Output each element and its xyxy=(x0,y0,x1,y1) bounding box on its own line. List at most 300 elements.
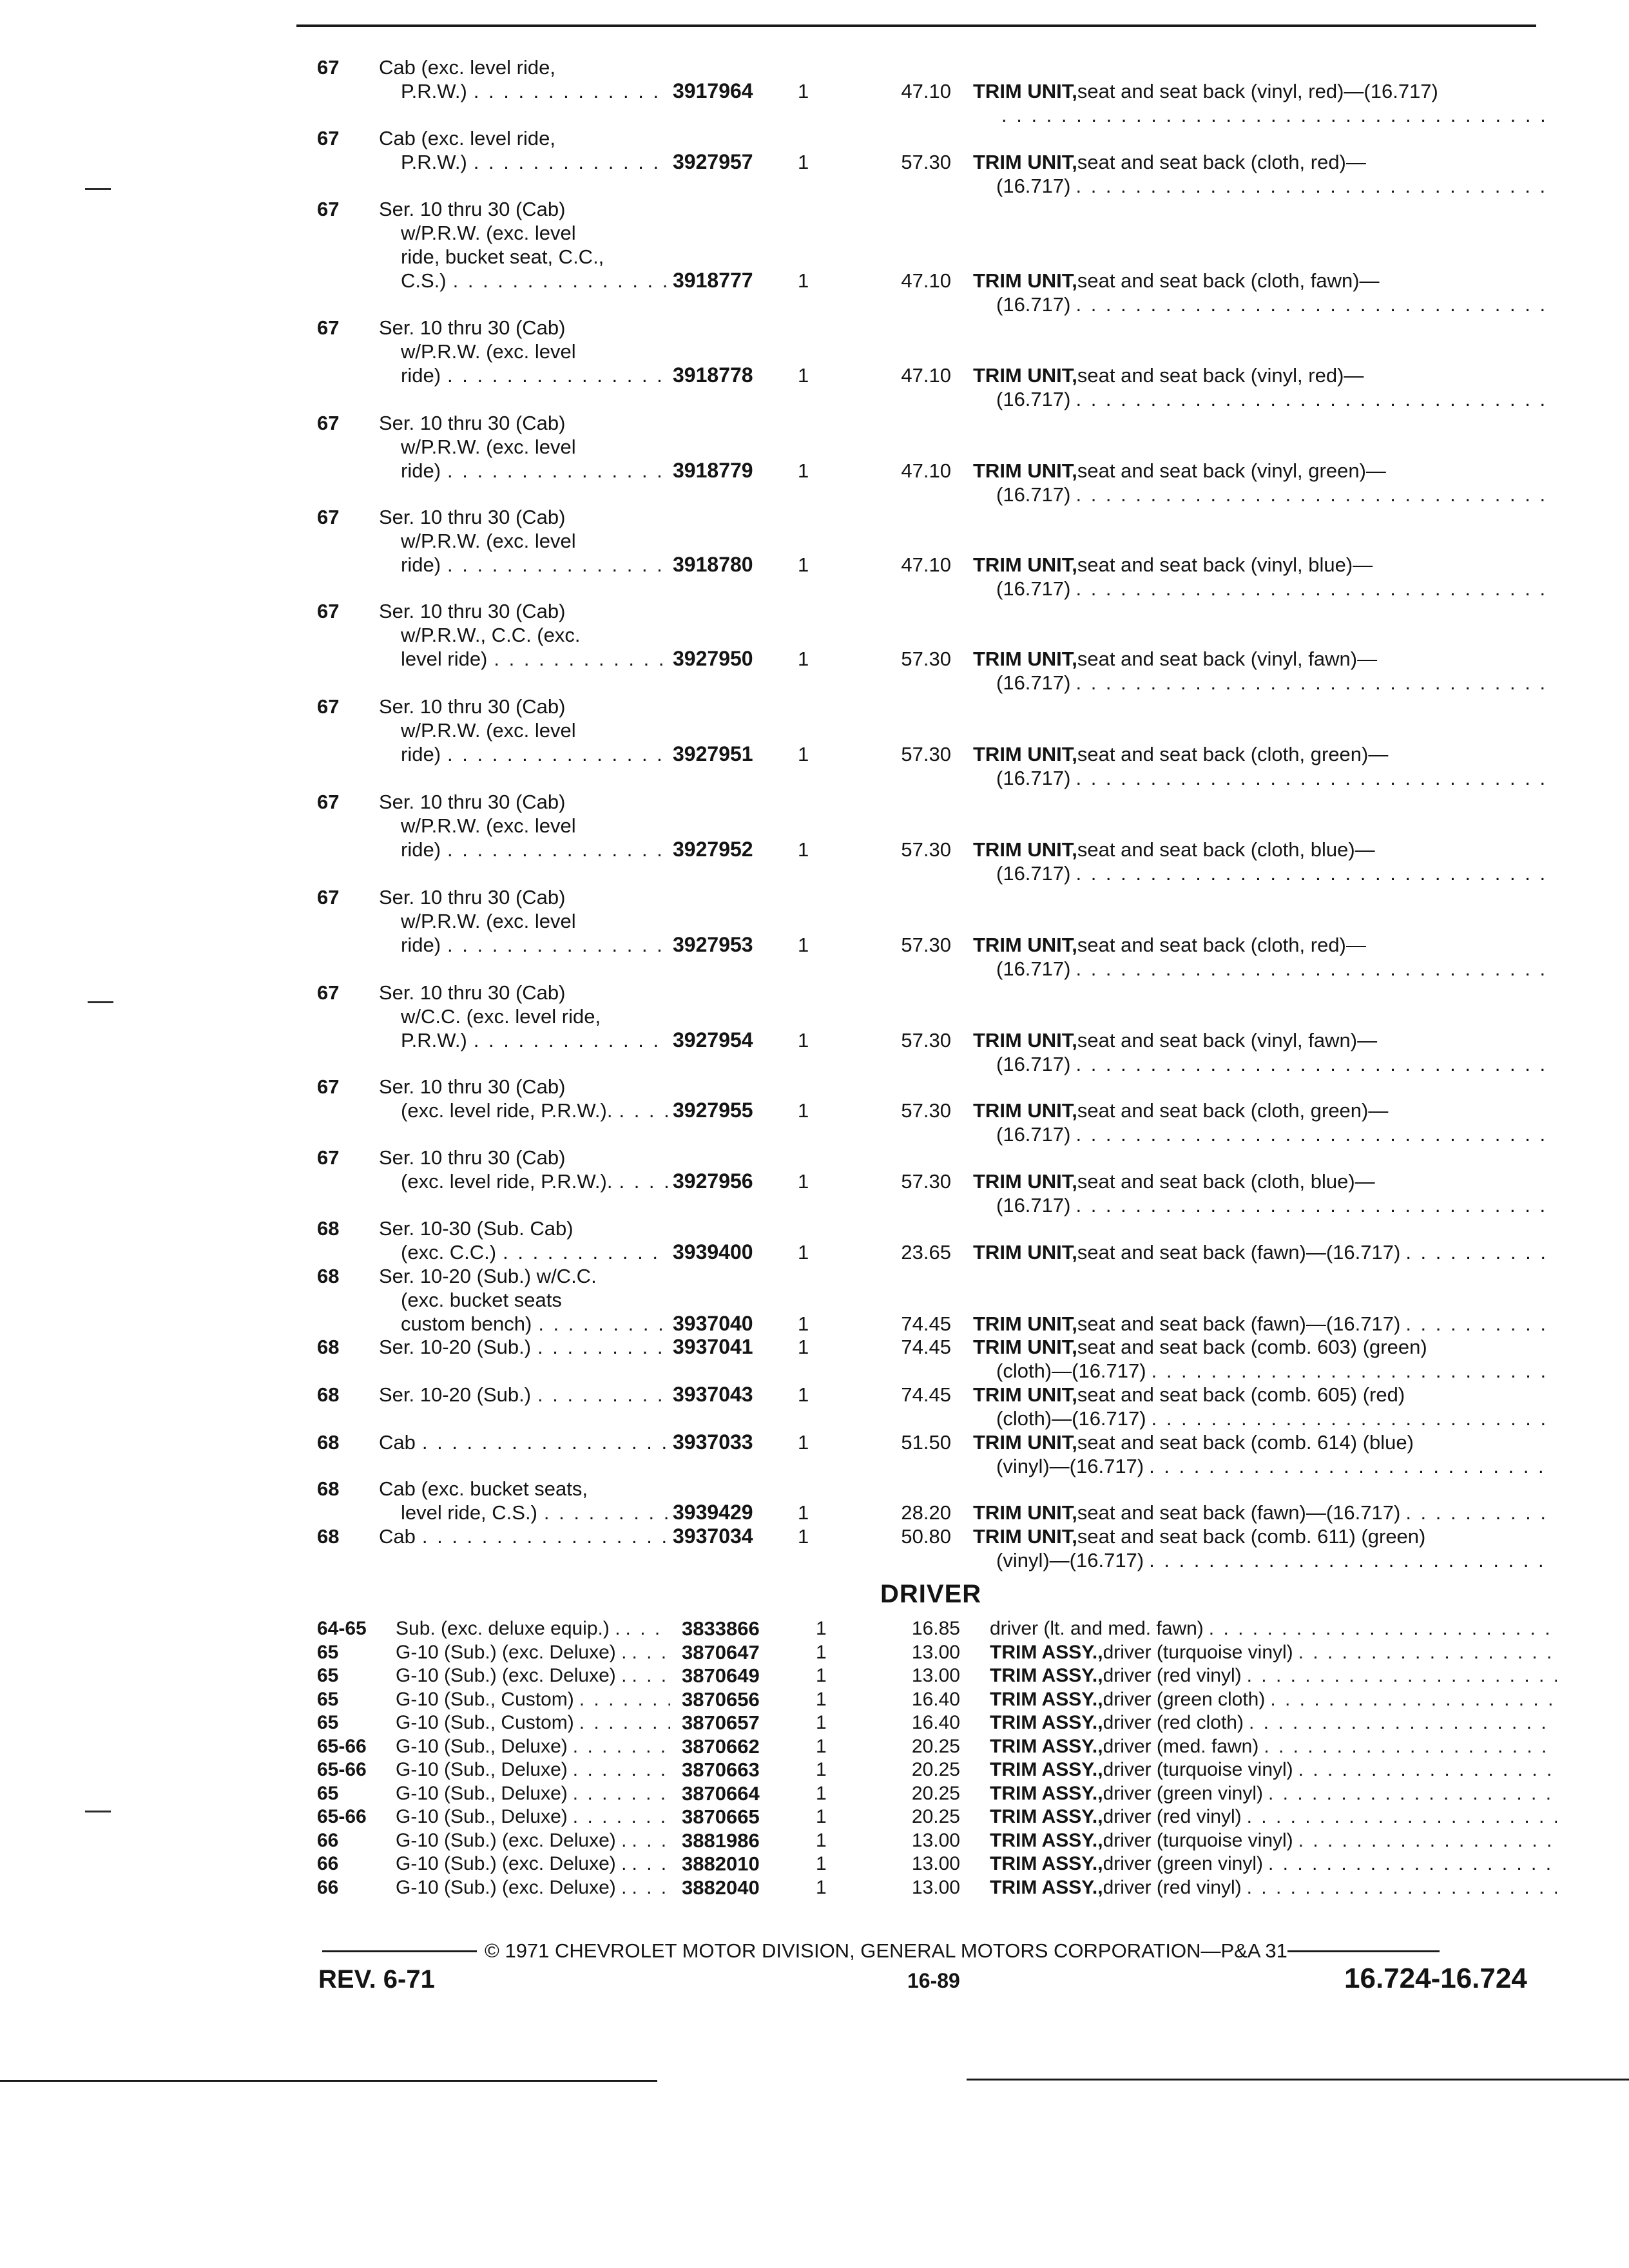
trim-text: seat and seat back (vinyl, blue)— xyxy=(1077,553,1373,576)
leader-dots xyxy=(626,1829,670,1852)
driver-entry xyxy=(0,1829,1629,1852)
leader-dots xyxy=(1070,577,1553,601)
list-price: 47.10 xyxy=(901,459,951,482)
trim-description xyxy=(973,1099,1553,1146)
quantity: 1 xyxy=(798,1501,809,1524)
driver-entry xyxy=(0,1641,1629,1664)
description-text: Ser. 10 thru 30 (Cab) xyxy=(379,506,566,528)
catalog-entry xyxy=(0,885,1629,981)
quantity: 1 xyxy=(798,1336,809,1358)
trim-description xyxy=(990,1805,1557,1829)
list-price: 20.25 xyxy=(911,1782,960,1804)
description-line xyxy=(379,411,669,435)
footer-rule-left xyxy=(322,1950,477,1952)
application-description xyxy=(379,316,669,387)
trim-keyword: TRIM UNIT, xyxy=(973,1525,1077,1548)
trim-text: (vinyl)—(16.717) xyxy=(996,1455,1144,1477)
description-text: G-10 (Sub.) (exc. Deluxe) . xyxy=(396,1876,627,1898)
description-line xyxy=(379,340,669,363)
description-text: w/P.R.W. (exc. level xyxy=(401,530,576,552)
trim-description xyxy=(973,269,1553,316)
trim-keyword: TRIM ASSY., xyxy=(990,1688,1103,1710)
leader-dots xyxy=(416,1430,669,1454)
description-text: ride) xyxy=(401,459,441,482)
description-line xyxy=(379,1288,669,1312)
list-price: 28.20 xyxy=(901,1501,951,1524)
leader-dots xyxy=(531,1335,669,1359)
description-line xyxy=(379,316,669,340)
list-price: 47.10 xyxy=(901,269,951,292)
description-line xyxy=(379,435,669,459)
list-price: 13.00 xyxy=(911,1665,960,1686)
description-text: ride) xyxy=(401,553,441,576)
trim-text: seat and seat back (cloth, blue)— xyxy=(1077,1170,1375,1193)
quantity: 1 xyxy=(798,934,809,956)
description-text: Cab (exc. level ride, xyxy=(379,127,555,149)
model-year: 66 xyxy=(317,1876,339,1898)
application-description xyxy=(379,411,669,483)
application-description xyxy=(379,695,669,766)
trim-line xyxy=(973,1169,1553,1193)
leader-dots xyxy=(574,1711,670,1735)
leader-dots xyxy=(626,1664,670,1687)
leader-dots xyxy=(441,459,669,483)
leader-dots xyxy=(1242,1805,1557,1829)
quantity: 1 xyxy=(798,1383,809,1406)
trim-line xyxy=(973,1501,1553,1524)
trim-text: (cloth)—(16.717) xyxy=(996,1360,1146,1382)
trim-text: seat and seat back (comb. 603) (green) xyxy=(1077,1336,1427,1358)
description-line xyxy=(379,1240,669,1264)
description-line xyxy=(379,1312,669,1336)
description-line xyxy=(379,1075,669,1099)
trim-text: seat and seat back (vinyl, red)—(16.717) xyxy=(1077,80,1438,102)
driver-entry xyxy=(0,1688,1629,1711)
part-number: 3927952 xyxy=(673,838,753,861)
leader-dots xyxy=(1070,1052,1553,1076)
driver-entry xyxy=(0,1711,1629,1735)
part-number: 3937034 xyxy=(673,1524,753,1548)
leader-dots xyxy=(441,363,669,387)
list-price: 16.40 xyxy=(911,1712,960,1733)
quantity: 1 xyxy=(816,1688,827,1710)
catalog-entry xyxy=(0,1216,1629,1264)
trim-description xyxy=(973,553,1553,601)
leader-dots xyxy=(626,1876,670,1899)
trim-text: seat and seat back (cloth, blue)— xyxy=(1077,838,1375,861)
trim-line xyxy=(973,933,1553,957)
trim-line xyxy=(973,1240,1553,1264)
application-description xyxy=(396,1688,670,1711)
description-line xyxy=(379,647,669,671)
list-price: 57.30 xyxy=(901,1099,951,1122)
application-description xyxy=(396,1758,670,1782)
description-line xyxy=(379,1004,669,1028)
trim-text: seat and seat back (cloth, green)— xyxy=(1077,743,1389,765)
trim-keyword: TRIM UNIT, xyxy=(973,1029,1077,1052)
trim-line xyxy=(973,1122,1553,1146)
leader-dots xyxy=(1263,1852,1557,1876)
leader-dots xyxy=(626,1852,670,1876)
part-number: 3937043 xyxy=(673,1383,753,1406)
description-text: Cab (exc. level ride, xyxy=(379,56,555,79)
description-text: G-10 (Sub., Custom) xyxy=(396,1712,574,1733)
driver-entry xyxy=(0,1617,1629,1640)
description-text: G-10 (Sub., Deluxe) xyxy=(396,1782,568,1804)
trim-description xyxy=(973,1430,1553,1478)
catalog-entry xyxy=(0,1075,1629,1146)
description-text: Cab xyxy=(379,1525,416,1548)
driver-entry xyxy=(0,1664,1629,1687)
trim-text: driver (red vinyl) xyxy=(1103,1806,1242,1827)
leader-dots xyxy=(612,1099,669,1122)
leader-dots xyxy=(467,150,669,174)
part-number: 3918780 xyxy=(673,553,753,576)
part-number: 3870657 xyxy=(682,1711,760,1734)
trim-description xyxy=(990,1664,1557,1687)
trim-text: driver (turquoise vinyl) xyxy=(1103,1829,1293,1851)
trim-line xyxy=(973,647,1553,671)
section-reference: 16.724-16.724 xyxy=(1344,1963,1527,1994)
bottom-rule xyxy=(0,2080,657,2082)
trim-text: seat and seat back (cloth, red)— xyxy=(1077,934,1366,956)
trim-line xyxy=(973,103,1553,127)
trim-text: driver (med. fawn) xyxy=(1103,1735,1259,1757)
quantity: 1 xyxy=(816,1665,827,1686)
trim-keyword: TRIM UNIT, xyxy=(973,1099,1077,1122)
model-year: 67 xyxy=(317,506,340,528)
trim-keyword: TRIM ASSY., xyxy=(990,1665,1103,1686)
model-year: 65 xyxy=(317,1665,339,1686)
catalog-entry xyxy=(0,1430,1629,1478)
part-number: 3918777 xyxy=(673,269,753,292)
catalog-entry xyxy=(0,197,1629,316)
list-price: 74.45 xyxy=(901,1383,951,1406)
list-price: 47.10 xyxy=(901,364,951,387)
leader-dots xyxy=(568,1735,670,1758)
catalog-entry xyxy=(0,981,1629,1076)
list-price: 57.30 xyxy=(901,1029,951,1052)
trim-description xyxy=(973,933,1553,981)
model-year: 68 xyxy=(317,1383,340,1406)
description-line xyxy=(379,1028,669,1052)
description-line xyxy=(379,814,669,838)
description-text: P.R.W.) xyxy=(401,151,467,173)
list-price: 13.00 xyxy=(911,1641,960,1663)
trim-line xyxy=(973,174,1553,198)
trim-description xyxy=(973,459,1553,506)
trim-keyword: TRIM UNIT, xyxy=(973,1312,1077,1335)
list-price: 51.50 xyxy=(901,1431,951,1454)
list-price: 50.80 xyxy=(901,1525,951,1548)
description-text: G-10 (Sub., Custom) xyxy=(396,1688,574,1710)
catalog-entry xyxy=(0,695,1629,790)
trim-line xyxy=(973,1335,1553,1359)
description-line xyxy=(379,623,669,647)
trim-keyword: TRIM UNIT, xyxy=(973,459,1077,482)
trim-line xyxy=(973,293,1553,316)
application-description xyxy=(396,1782,670,1805)
description-text: (exc. C.C.) xyxy=(401,1241,497,1264)
leader-dots xyxy=(441,933,669,957)
trim-keyword: TRIM ASSY., xyxy=(990,1806,1103,1827)
description-line xyxy=(379,245,669,269)
description-line xyxy=(379,1169,669,1193)
application-description xyxy=(396,1711,670,1735)
description-line xyxy=(379,1501,669,1524)
trim-keyword: TRIM UNIT, xyxy=(973,934,1077,956)
quantity: 1 xyxy=(798,553,809,576)
catalog-entry xyxy=(0,1264,1629,1336)
trim-text: driver (turquoise vinyl) xyxy=(1103,1641,1293,1663)
part-number: 3870663 xyxy=(682,1758,760,1781)
application-description xyxy=(379,1335,669,1359)
model-year: 67 xyxy=(317,412,340,434)
model-year: 65 xyxy=(317,1641,339,1663)
description-text: w/P.R.W. (exc. level xyxy=(401,340,576,363)
leader-dots xyxy=(1265,1688,1557,1711)
part-number: 3927954 xyxy=(673,1028,753,1052)
model-year: 65-66 xyxy=(317,1759,367,1780)
trim-line xyxy=(973,766,1553,790)
trim-text: (16.717) xyxy=(996,862,1071,885)
trim-description xyxy=(973,79,1553,127)
description-text: ride) xyxy=(401,743,441,765)
part-number: 3927950 xyxy=(673,647,753,670)
list-price: 57.30 xyxy=(901,743,951,765)
model-year: 65 xyxy=(317,1688,339,1710)
catalog-entry xyxy=(0,599,1629,695)
leader-dots xyxy=(626,1641,670,1664)
leader-dots xyxy=(467,79,669,103)
trim-description xyxy=(973,1169,1553,1217)
description-text: (exc. level ride, P.R.W.). xyxy=(401,1099,613,1122)
application-description xyxy=(379,599,669,671)
trim-keyword: TRIM UNIT, xyxy=(973,648,1077,670)
description-text: Ser. 10 thru 30 (Cab) xyxy=(379,600,566,622)
trim-text: seat and seat back (vinyl, fawn)— xyxy=(1077,1029,1378,1052)
description-text: G-10 (Sub.) (exc. Deluxe) . xyxy=(396,1665,627,1686)
description-line xyxy=(379,838,669,861)
trim-description xyxy=(973,1524,1553,1572)
trim-text: driver (green cloth) xyxy=(1103,1688,1266,1710)
trim-line xyxy=(973,1548,1553,1572)
description-line xyxy=(379,529,669,553)
trim-line xyxy=(973,363,1553,387)
part-number: 3937033 xyxy=(673,1430,753,1454)
trim-line xyxy=(973,1099,1553,1122)
trim-text: seat and seat back (cloth, fawn)— xyxy=(1077,269,1380,292)
application-description xyxy=(379,1383,669,1407)
description-line xyxy=(379,505,669,529)
description-text: w/P.R.W., C.C. (exc. xyxy=(401,624,581,646)
trim-description xyxy=(973,742,1553,790)
list-price: 57.30 xyxy=(901,1170,951,1193)
description-line xyxy=(379,79,669,103)
part-number: 3939429 xyxy=(673,1501,753,1524)
model-year: 68 xyxy=(317,1217,340,1240)
trim-text: seat and seat back (cloth, red)— xyxy=(1077,151,1366,173)
description-line xyxy=(379,981,669,1004)
description-line xyxy=(379,599,669,623)
trim-line xyxy=(973,742,1553,766)
model-year: 67 xyxy=(317,886,340,908)
driver-entry xyxy=(0,1735,1629,1758)
catalog-entry xyxy=(0,1383,1629,1430)
description-line xyxy=(379,1383,669,1407)
model-year: 65-66 xyxy=(317,1806,367,1827)
description-text: Cab (exc. bucket seats, xyxy=(379,1477,588,1500)
quantity: 1 xyxy=(798,1170,809,1193)
leader-dots xyxy=(568,1805,670,1829)
trim-description xyxy=(990,1782,1557,1805)
trim-text: (16.717) xyxy=(996,767,1071,789)
part-number: 3870647 xyxy=(682,1640,760,1664)
description-text: G-10 (Sub.) (exc. Deluxe) . xyxy=(396,1829,627,1851)
model-year: 68 xyxy=(317,1431,340,1454)
model-year: 67 xyxy=(317,600,340,622)
list-price: 20.25 xyxy=(911,1735,960,1757)
description-line xyxy=(379,126,669,150)
quantity: 1 xyxy=(798,1099,809,1122)
leader-dots xyxy=(496,1240,669,1264)
part-number: 3918779 xyxy=(673,459,753,482)
trim-text: driver (green vinyl) xyxy=(1103,1782,1263,1804)
list-price: 47.10 xyxy=(901,553,951,576)
model-year: 66 xyxy=(317,1853,339,1874)
part-number: 3937040 xyxy=(673,1312,753,1335)
description-text: Ser. 10-30 (Sub. Cab) xyxy=(379,1217,574,1240)
trim-text: seat and seat back (vinyl, red)— xyxy=(1077,364,1364,387)
part-number: 3927951 xyxy=(673,742,753,765)
quantity: 1 xyxy=(798,459,809,482)
trim-keyword: TRIM UNIT, xyxy=(973,743,1077,765)
trim-description xyxy=(990,1758,1557,1782)
part-number: 3833866 xyxy=(682,1617,760,1640)
trim-line xyxy=(973,1454,1553,1478)
leader-dots xyxy=(1070,483,1553,506)
leader-dots xyxy=(1146,1407,1553,1430)
trim-text: (cloth)—(16.717) xyxy=(996,1407,1146,1430)
application-description xyxy=(379,1216,669,1264)
application-description xyxy=(396,1641,670,1664)
description-line xyxy=(379,885,669,909)
leader-dots xyxy=(487,647,669,671)
description-text: w/P.R.W. (exc. level xyxy=(401,910,576,932)
catalog-entry xyxy=(0,1146,1629,1217)
list-price: 20.25 xyxy=(911,1759,960,1780)
section-heading-driver: DRIVER xyxy=(880,1580,982,1608)
trim-text: (16.717) xyxy=(996,671,1071,694)
part-number: 3917964 xyxy=(673,79,753,102)
application-description xyxy=(379,55,669,103)
description-text: Cab xyxy=(379,1431,416,1454)
part-number: 3870662 xyxy=(682,1735,760,1758)
model-year: 67 xyxy=(317,127,340,149)
application-description xyxy=(379,1524,669,1548)
part-number: 3927957 xyxy=(673,150,753,173)
description-text: custom bench) xyxy=(401,1312,532,1335)
description-text: Ser. 10 thru 30 (Cab) xyxy=(379,1075,566,1098)
leader-dots xyxy=(1293,1758,1557,1782)
trim-description xyxy=(973,1240,1553,1264)
driver-entry xyxy=(0,1876,1629,1899)
part-number: 3881986 xyxy=(682,1829,760,1852)
part-number: 3927955 xyxy=(673,1099,753,1122)
application-description xyxy=(379,505,669,577)
quantity: 1 xyxy=(816,1782,827,1804)
quantity: 1 xyxy=(816,1735,827,1757)
application-description xyxy=(396,1805,670,1829)
description-text: Sub. (exc. deluxe equip.) . xyxy=(396,1618,621,1639)
leader-dots xyxy=(1070,671,1553,695)
leader-dots xyxy=(1400,1501,1553,1524)
model-year: 68 xyxy=(317,1336,340,1358)
description-text: Ser. 10 thru 30 (Cab) xyxy=(379,198,566,220)
trim-line xyxy=(973,1524,1553,1548)
model-year: 67 xyxy=(317,1146,340,1169)
description-text: Ser. 10-20 (Sub.) xyxy=(379,1336,532,1358)
trim-line xyxy=(973,671,1553,695)
driver-entry xyxy=(0,1758,1629,1782)
description-text: G-10 (Sub., Deluxe) xyxy=(396,1759,568,1780)
leader-dots xyxy=(1070,1122,1553,1146)
trim-text: seat and seat back (comb. 605) (red) xyxy=(1077,1383,1405,1406)
leader-dots xyxy=(1293,1641,1557,1664)
leader-dots xyxy=(441,838,669,861)
trim-keyword: TRIM ASSY., xyxy=(990,1735,1103,1757)
trim-description xyxy=(990,1876,1557,1899)
list-price: 16.40 xyxy=(911,1688,960,1710)
leader-dots xyxy=(1204,1617,1557,1640)
quantity: 1 xyxy=(798,364,809,387)
trim-line xyxy=(973,1193,1553,1217)
trim-line xyxy=(973,1407,1553,1430)
model-year: 67 xyxy=(317,198,340,220)
model-year: 67 xyxy=(317,316,340,339)
trim-keyword: TRIM ASSY., xyxy=(990,1759,1103,1780)
leader-dots xyxy=(568,1782,670,1805)
trim-text: seat and seat back (fawn)—(16.717) xyxy=(1077,1241,1401,1264)
leader-dots xyxy=(1400,1312,1553,1336)
model-year: 68 xyxy=(317,1525,340,1548)
leader-dots xyxy=(537,1501,669,1524)
trim-description xyxy=(990,1688,1557,1711)
leader-dots xyxy=(621,1617,670,1640)
leader-dots xyxy=(441,553,669,577)
leader-dots xyxy=(1263,1782,1557,1805)
description-text: w/P.R.W. (exc. level xyxy=(401,814,576,837)
quantity: 1 xyxy=(798,743,809,765)
leader-dots xyxy=(1070,766,1553,790)
quantity: 1 xyxy=(798,1312,809,1335)
trim-line xyxy=(973,483,1553,506)
application-description xyxy=(379,1430,669,1454)
leader-dots xyxy=(467,1028,669,1052)
trim-keyword: TRIM ASSY., xyxy=(990,1641,1103,1663)
part-number: 3927953 xyxy=(673,933,753,956)
trim-description xyxy=(990,1617,1557,1640)
catalog-entry xyxy=(0,790,1629,885)
trim-description xyxy=(990,1852,1557,1876)
description-text: Ser. 10 thru 30 (Cab) xyxy=(379,886,566,908)
application-description xyxy=(379,1075,669,1122)
leader-dots xyxy=(574,1688,670,1711)
description-line xyxy=(379,459,669,483)
trim-keyword: TRIM UNIT, xyxy=(973,364,1077,387)
leader-dots xyxy=(531,1383,669,1407)
description-line xyxy=(379,197,669,221)
